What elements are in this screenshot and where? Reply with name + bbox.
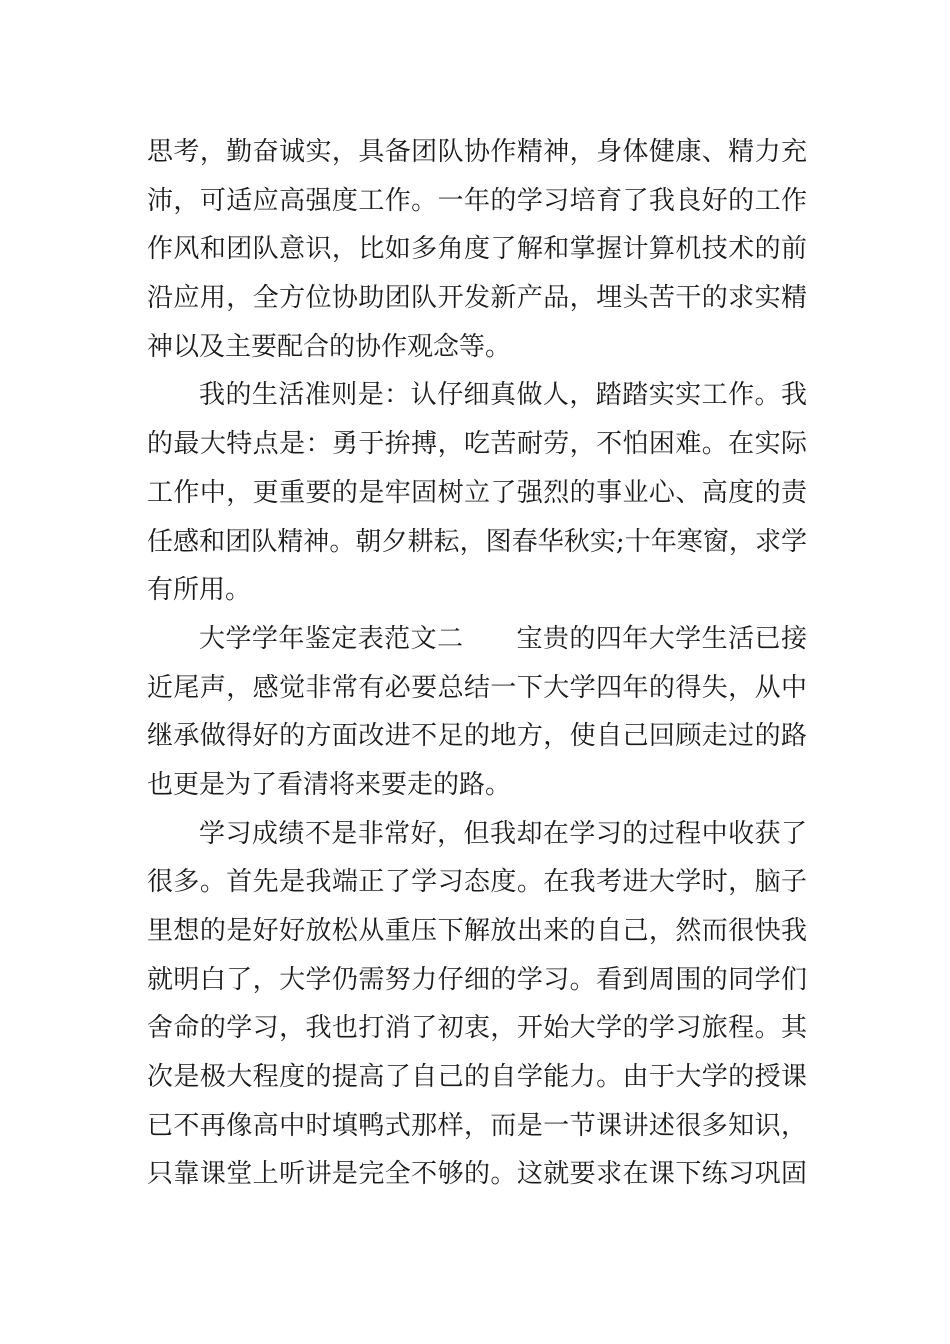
text-line: 沿应用，全方位协助团队开发新产品，埋头苦干的求实精	[147, 283, 807, 314]
text-line: 继承做得好的方面改进不足的地方，使自己回顾走过的路	[147, 721, 807, 752]
text-line: 有所用。	[147, 575, 252, 606]
text-line: 神以及主要配合的协作观念等。	[147, 331, 512, 362]
document-body	[147, 128, 807, 1199]
paragraph-first-line: 大学学年鉴定表范文二 宝贵的四年大学生活已接	[199, 623, 807, 654]
text-line: 作风和团队意识，比如多角度了解和掌握计算机技术的前	[147, 234, 807, 265]
text-line: 沛，可适应高强度工作。一年的学习培育了我良好的工作	[147, 185, 807, 216]
text-line: 思考，勤奋诚实，具备团队协作精神，身体健康、精力充	[147, 137, 807, 167]
text-line: 任感和团队精神。朝夕耕耘，图春华秋实;十年寒窗，求学	[147, 526, 807, 557]
text-line: 也更是为了看清将来要走的路。	[147, 769, 512, 800]
text-line: 工作中，更重要的是牢固树立了强烈的事业心、高度的责	[147, 477, 807, 508]
text-line: 已不再像高中时填鸭式那样，而是一节课讲述很多知识，	[147, 1110, 807, 1141]
text-line: 很多。首先是我端正了学习态度。在我考进大学时，脑子	[147, 867, 807, 898]
text-line: 的最大特点是：勇于拚搏，吃苦耐劳，不怕困难。在实际	[147, 429, 807, 460]
paragraph-first-line: 我的生活准则是：认仔细真做人，踏踏实实工作。我	[199, 380, 807, 411]
text-line: 近尾声，感觉非常有必要总结一下大学四年的得失，从中	[147, 672, 807, 703]
text-line: 就明白了，大学仍需努力仔细的学习。看到周围的同学们	[147, 964, 807, 995]
text-line: 只靠课堂上听讲是完全不够的。这就要求在课下练习巩固	[147, 1159, 807, 1190]
text-line: 里想的是好好放松从重压下解放出来的自己，然而很快我	[147, 916, 807, 946]
text-line: 舍命的学习，我也打消了初衷，开始大学的学习旅程。其	[147, 1013, 807, 1044]
text-line: 次是极大程度的提高了自己的自学能力。由于大学的授课	[147, 1062, 807, 1093]
paragraph-first-line: 学习成绩不是非常好，但我却在学习的过程中收获了	[199, 818, 807, 849]
